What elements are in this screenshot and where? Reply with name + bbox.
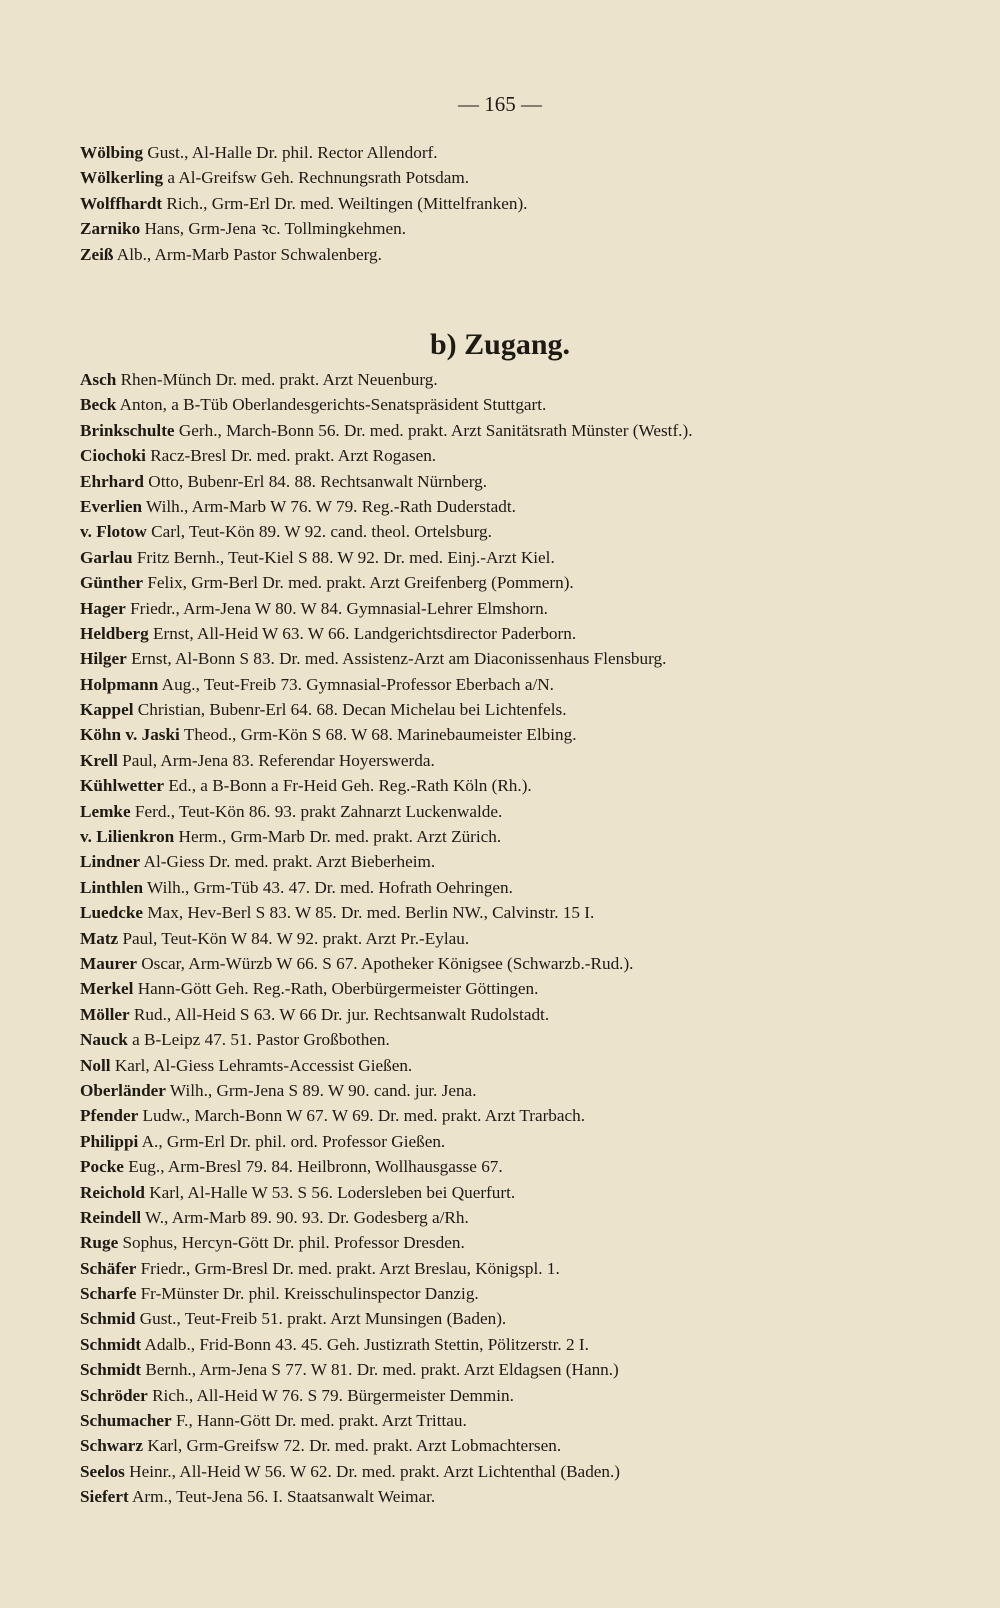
list-item: [80, 1002, 960, 1027]
entry-surname: Köhn v. Jaski: [80, 725, 180, 745]
entry-surname: Asch: [80, 370, 117, 389]
entry-surname: Siefert: [80, 1487, 129, 1507]
entry-surname: Lemke: [80, 801, 131, 821]
entry-details: Karl, Al-Halle W 53. S 56. Lodersleben bei Querfurt.: [144, 1182, 516, 1202]
list-item: [80, 596, 960, 621]
entry-details: Heinr., All-Heid W 56. W 62. Dr. med. prakt. Arzt Lichtenthal (Baden.): [124, 1461, 621, 1481]
entry-details: Theod., Grm-Kön S 68. W 68. Marinebaumeister Elbing.: [179, 725, 577, 745]
list-item: [80, 1129, 960, 1154]
entry-details: Gerh., March-Bonn 56. Dr. med. prakt. Arzt Sanitätsrath Münster (Westf.).: [174, 420, 693, 440]
entry-surname: Lindner: [80, 852, 141, 872]
entry-surname: Maurer: [80, 953, 137, 973]
entry-surname: Luedcke: [80, 903, 144, 923]
entry-surname: Günther: [80, 573, 144, 593]
entry-details: Carl, Teut-Kön 89. W 92. cand. theol. Ortelsburg.: [146, 522, 492, 542]
entry-surname: Matz: [80, 928, 119, 948]
list-item: [80, 165, 960, 190]
entry-details: Max, Hev-Berl S 83. W 85. Dr. med. Berlin NW., Calvinstr. 15 I.: [143, 903, 595, 923]
entry-details: Karl, Al-Giess Lehramts-Accessist Gießen.: [110, 1055, 413, 1075]
entries-top-list: [80, 140, 960, 267]
list-item: [80, 1332, 960, 1357]
entry-surname: Schmidt: [80, 1334, 142, 1354]
list-item: [80, 773, 960, 798]
list-item: [80, 242, 960, 267]
list-item: [80, 418, 960, 443]
list-item: [80, 824, 960, 849]
list-item: [80, 367, 960, 392]
entry-surname: Philippi: [80, 1131, 139, 1151]
entry-details: F., Hann-Gött Dr. med. prakt. Arzt Trittau.: [171, 1411, 467, 1431]
entry-surname: Noll: [80, 1055, 111, 1075]
entry-surname: Schwarz: [80, 1436, 144, 1456]
entry-surname: Kappel: [80, 700, 134, 720]
entry-surname: Garlau: [80, 547, 133, 567]
entry-details: Rich., Grm-Erl Dr. med. Weiltingen (Mittelfranken).: [162, 193, 528, 213]
list-item: [80, 1357, 960, 1382]
entry-surname: Wölbing: [80, 143, 144, 162]
entry-surname: Reichold: [80, 1182, 145, 1202]
entry-details: Al-Giess Dr. med. prakt. Arzt Bieberheim.: [140, 852, 436, 872]
entry-details: Wilh., Grm-Jena S 89. W 90. cand. jur. Jena.: [165, 1080, 477, 1100]
entry-surname: Hilger: [80, 649, 127, 669]
list-item: [80, 875, 960, 900]
entry-details: a Al-Greifsw Geh. Rechnungsrath Potsdam.: [163, 168, 470, 188]
entry-details: Herm., Grm-Marb Dr. med. prakt. Arzt Zürich.: [174, 827, 502, 847]
list-item: [80, 191, 960, 216]
entry-details: Rud., All-Heid S 63. W 66 Dr. jur. Rechtsanwalt Rudolstadt.: [129, 1004, 550, 1024]
entry-details: Hann-Gött Geh. Reg.-Rath, Oberbürgermeister Göttingen.: [133, 979, 539, 999]
entry-surname: Zeiß: [80, 244, 114, 264]
entry-details: Aug., Teut-Freib 73. Gymnasial-Professor Eberbach a/N.: [158, 674, 554, 694]
entry-details: Rich., All-Heid W 76. S 79. Bürgermeister Demmin.: [147, 1385, 514, 1405]
entry-details: Alb., Arm-Marb Pastor Schwalenberg.: [113, 244, 382, 264]
list-item: [80, 976, 960, 1001]
list-item: [80, 519, 960, 544]
page-number: — 165 —: [458, 92, 542, 116]
entry-details: Fritz Bernh., Teut-Kiel S 88. W 92. Dr. med. Einj.-Arzt Kiel.: [132, 547, 555, 567]
list-item: [80, 1383, 960, 1408]
entry-details: Bernh., Arm-Jena S 77. W 81. Dr. med. prakt. Arzt Eldagsen (Hann.): [141, 1360, 619, 1380]
entry-surname: v. Flotow: [80, 522, 147, 542]
list-item: [80, 140, 960, 165]
entry-details: Rhen-Münch Dr. med. prakt. Arzt Neuenburg.: [116, 370, 438, 389]
entry-details: Friedr., Grm-Bresl Dr. med. prakt. Arzt Breslau, Königspl. 1.: [136, 1258, 560, 1278]
entry-surname: Ruge: [80, 1233, 119, 1253]
entry-details: Anton, a B-Tüb Oberlandesgerichts-Senatspräsident Stuttgart.: [116, 395, 547, 415]
entry-details: Gust., Al-Halle Dr. phil. Rector Allendorf.: [143, 143, 438, 162]
entry-surname: Oberländer: [80, 1080, 166, 1100]
list-item: [80, 570, 960, 595]
list-item: [80, 1205, 960, 1230]
entry-surname: Ciochoki: [80, 446, 146, 466]
list-item: [80, 494, 960, 519]
entry-details: Otto, Bubenr-Erl 84. 88. Rechtsanwalt Nürnberg.: [144, 471, 488, 491]
entry-details: Karl, Grm-Greifsw 72. Dr. med. prakt. Arzt Lobmachtersen.: [143, 1436, 562, 1456]
list-item: [80, 216, 960, 241]
list-item: [80, 1281, 960, 1306]
list-item: [80, 1154, 960, 1179]
list-item: [80, 646, 960, 671]
list-item: [80, 1459, 960, 1484]
entry-surname: Schmidt: [80, 1360, 142, 1380]
entry-details: Racz-Bresl Dr. med. prakt. Arzt Rogasen.: [145, 446, 437, 466]
list-item: [80, 443, 960, 468]
entry-surname: v. Lilienkron: [80, 827, 175, 847]
list-item: [80, 849, 960, 874]
entry-surname: Merkel: [80, 979, 134, 999]
list-item: [80, 1027, 960, 1052]
entry-details: Wilh., Arm-Marb W 76. W 79. Reg.-Rath Duderstadt.: [142, 496, 516, 516]
entry-details: Wilh., Grm-Tüb 43. 47. Dr. med. Hofrath Oehringen.: [143, 877, 513, 897]
entry-details: Fr-Münster Dr. phil. Kreisschulinspector Danzig.: [136, 1284, 479, 1304]
entry-details: Ed., a B-Bonn a Fr-Heid Geh. Reg.-Rath Köln (Rh.).: [164, 776, 532, 796]
entry-surname: Kühlwetter: [80, 776, 165, 796]
entry-details: Felix, Grm-Berl Dr. med. prakt. Arzt Greifenberg (Pommern).: [143, 573, 574, 593]
list-item: [80, 1053, 960, 1078]
list-item: [80, 799, 960, 824]
list-item: [80, 1433, 960, 1458]
list-item: [80, 392, 960, 417]
list-item: [80, 545, 960, 570]
entry-surname: Seelos: [80, 1461, 125, 1481]
entry-details: Arm., Teut-Jena 56. I. Staatsanwalt Weimar.: [128, 1487, 436, 1507]
list-item: [80, 722, 960, 747]
list-item: [80, 1078, 960, 1103]
entry-surname: Möller: [80, 1004, 130, 1024]
list-item: [80, 1484, 960, 1509]
section-heading: b) Zugang.: [429, 328, 571, 361]
entry-details: Friedr., Arm-Jena W 80. W 84. Gymnasial-Lehrer Elmshorn.: [125, 598, 548, 618]
list-item: [80, 1230, 960, 1255]
entry-surname: Wolffhardt: [80, 193, 163, 213]
entries-zugang-list: [80, 367, 960, 1510]
entry-details: Sophus, Hercyn-Gött Dr. phil. Professor Dresden.: [118, 1233, 465, 1253]
list-item: [80, 697, 960, 722]
list-item: [80, 1103, 960, 1128]
entry-details: Gust., Teut-Freib 51. prakt. Arzt Munsingen (Baden).: [135, 1309, 507, 1329]
entry-surname: Schröder: [80, 1385, 148, 1405]
entry-details: Ernst, All-Heid W 63. W 66. Landgerichtsdirector Paderborn.: [148, 623, 577, 643]
entry-surname: Brinkschulte: [80, 420, 175, 440]
entry-surname: Schäfer: [80, 1258, 137, 1278]
entry-surname: Beck: [80, 395, 117, 415]
entry-details: A., Grm-Erl Dr. phil. ord. Professor Gießen.: [138, 1131, 446, 1151]
entry-surname: Wölkerling: [80, 168, 164, 188]
entry-details: Paul, Arm-Jena 83. Referendar Hoyerswerda.: [117, 750, 435, 770]
list-item: [80, 469, 960, 494]
entry-surname: Nauck: [80, 1030, 128, 1050]
entry-details: Ludw., March-Bonn W 67. W 69. Dr. med. prakt. Arzt Trarbach.: [138, 1106, 586, 1126]
entry-details: Paul, Teut-Kön W 84. W 92. prakt. Arzt Pr.-Eylau.: [118, 928, 470, 948]
entry-details: a B-Leipz 47. 51. Pastor Großbothen.: [127, 1030, 390, 1050]
entry-details: Eug., Arm-Bresl 79. 84. Heilbronn, Wollhausgasse 67.: [123, 1157, 503, 1177]
entry-details: Ferd., Teut-Kön 86. 93. prakt Zahnarzt Luckenwalde.: [130, 801, 503, 821]
list-item: [80, 621, 960, 646]
entry-details: Oscar, Arm-Würzb W 66. S 67. Apotheker Königsee (Schwarzb.-Rud.).: [136, 953, 634, 973]
list-item: [80, 1180, 960, 1205]
list-item: [80, 1408, 960, 1433]
entry-details: Christian, Bubenr-Erl 64. 68. Decan Michelau bei Lichtenfels.: [133, 700, 567, 720]
entry-surname: Schmid: [80, 1309, 136, 1329]
entry-surname: Zarniko: [80, 219, 141, 239]
entry-surname: Holpmann: [80, 674, 159, 694]
entry-surname: Pocke: [80, 1157, 124, 1177]
list-item: [80, 900, 960, 925]
list-item: [80, 926, 960, 951]
entry-surname: Linthlen: [80, 877, 144, 897]
list-item: [80, 748, 960, 773]
entry-surname: Ehrhard: [80, 471, 144, 491]
entry-surname: Hager: [80, 598, 126, 618]
entry-surname: Heldberg: [80, 623, 149, 643]
list-item: [80, 951, 960, 976]
entry-details: Hans, Grm-Jena ꝛc. Tollmingkehmen.: [140, 219, 407, 239]
entry-surname: Reindell: [80, 1207, 142, 1227]
list-item: [80, 672, 960, 697]
entry-details: Adalb., Frid-Bonn 43. 45. Geh. Justizrath Stettin, Pölitzerstr. 2 I.: [141, 1334, 589, 1354]
list-item: [80, 1256, 960, 1281]
entry-surname: Schumacher: [80, 1411, 172, 1431]
entry-surname: Everlien: [80, 496, 143, 516]
entry-details: Ernst, Al-Bonn S 83. Dr. med. Assistenz-Arzt am Diaconissenhaus Flensburg.: [126, 649, 667, 669]
entry-surname: Krell: [80, 750, 118, 770]
entry-details: W., Arm-Marb 89. 90. 93. Dr. Godesberg a/Rh.: [141, 1207, 469, 1227]
list-item: [80, 1306, 960, 1331]
entry-surname: Scharfe: [80, 1284, 137, 1304]
entry-surname: Pfender: [80, 1106, 139, 1126]
